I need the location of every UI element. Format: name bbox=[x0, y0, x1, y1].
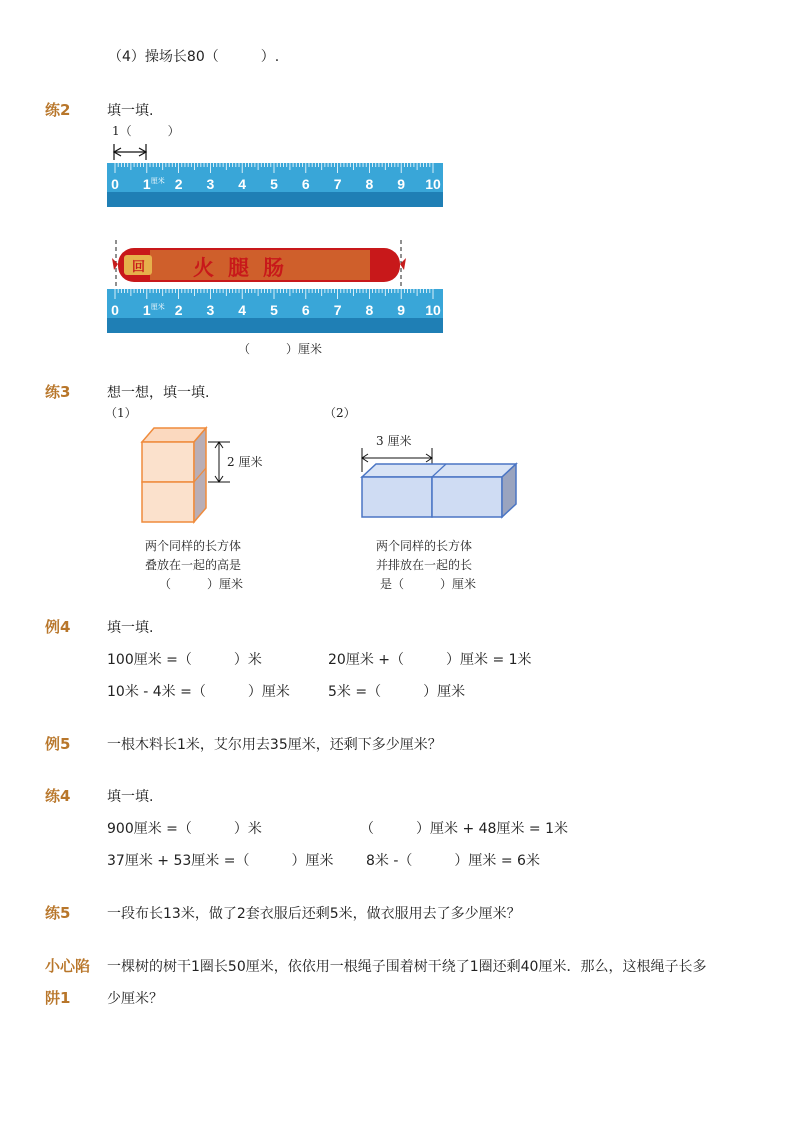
equation: （ ）厘米 + 48厘米 = 1米 bbox=[360, 821, 568, 837]
ruler-number: 9 bbox=[397, 302, 406, 318]
section-prompt: 填一填. bbox=[107, 103, 154, 119]
equation: 5米 =（ ）厘米 bbox=[328, 684, 466, 700]
ruler-unit-label: 厘米 bbox=[150, 303, 165, 311]
section-tag-lian2: 练2 bbox=[45, 101, 71, 119]
word-problem: 一根木料长1米，艾尔用去35厘米，还剩下多少厘米？ bbox=[107, 737, 442, 753]
ruler-number: 10 bbox=[425, 302, 441, 318]
box-dimension-label: 3 厘米 bbox=[376, 434, 412, 448]
section-tag-lian4: 练4 bbox=[45, 787, 71, 805]
section-prompt: 想一想，填一填. bbox=[107, 385, 210, 401]
caption-right bbox=[376, 537, 476, 594]
word-problem: 一棵树的树干1圈长50厘米，依依用一根绳子围着树干绕了1圈还剩40厘米．那么，这根绳子长多 bbox=[107, 959, 707, 975]
section-tag-trap: 阱1 bbox=[45, 989, 71, 1007]
ruler-number: 0 bbox=[111, 302, 119, 318]
ruler-number: 4 bbox=[238, 302, 247, 318]
ruler-unit-label: 厘米 bbox=[150, 177, 165, 185]
ruler-number: 5 bbox=[270, 302, 278, 318]
caption-line: 两个同样的长方体 bbox=[145, 539, 242, 553]
sausage-logo: 回 bbox=[132, 260, 146, 275]
equation: 10米 - 4米 =（ ）厘米 bbox=[107, 684, 290, 700]
ruler-number: 10 bbox=[425, 176, 441, 192]
section-tag-li4: 例4 bbox=[45, 618, 71, 636]
side-by-side-boxes-figure bbox=[358, 444, 520, 524]
ruler-edge bbox=[107, 318, 443, 333]
span-arrow-icon bbox=[110, 142, 155, 162]
ruler-number: 1 bbox=[142, 176, 151, 192]
ruler-number: 3 bbox=[206, 176, 215, 192]
ruler-number: 8 bbox=[365, 176, 374, 192]
stacked-boxes-figure bbox=[138, 424, 273, 528]
caption-line: 并排放在一起的长 bbox=[376, 558, 473, 572]
ruler-number: 9 bbox=[397, 176, 406, 192]
section-tag-li5: 例5 bbox=[45, 735, 71, 753]
caption-line: 叠放在一起的高是 bbox=[145, 558, 242, 572]
ruler-edge bbox=[107, 192, 443, 207]
ruler-number: 7 bbox=[333, 302, 342, 318]
section-tag-trap: 小心陷 bbox=[45, 957, 91, 975]
ruler bbox=[106, 162, 444, 208]
answer-blank: （ ）厘米 bbox=[238, 342, 323, 356]
ruler-number: 2 bbox=[174, 176, 183, 192]
caption-line: （ ）厘米 bbox=[159, 577, 244, 591]
caption-left bbox=[145, 537, 243, 594]
ruler-number: 5 bbox=[270, 176, 278, 192]
caption-line: 是（ ）厘米 bbox=[380, 577, 477, 591]
section-tag-lian5: 练5 bbox=[45, 904, 71, 922]
question-4-text: （4）操场长80（ ）. bbox=[108, 49, 280, 65]
part-label: （1） bbox=[105, 406, 137, 420]
sub-question-text: 1（ ） bbox=[112, 124, 180, 138]
box-dimension-label: 2 厘米 bbox=[227, 455, 263, 469]
equation: 20厘米 +（ ）厘米 = 1米 bbox=[328, 652, 532, 668]
ruler bbox=[106, 288, 444, 334]
equation: 900厘米 =（ ）米 bbox=[107, 821, 262, 837]
part-label: （2） bbox=[324, 406, 356, 420]
caption-line: 两个同样的长方体 bbox=[376, 539, 473, 553]
ruler-number: 6 bbox=[301, 302, 310, 318]
ruler-number: 1 bbox=[142, 302, 151, 318]
ruler-number: 3 bbox=[206, 302, 215, 318]
ruler-number: 0 bbox=[111, 176, 119, 192]
section-tag-lian3: 练3 bbox=[45, 383, 71, 401]
ruler-number: 2 bbox=[174, 302, 183, 318]
ruler-number: 4 bbox=[238, 176, 247, 192]
ruler-number: 7 bbox=[333, 176, 342, 192]
equation: 37厘米 + 53厘米 =（ ）厘米 bbox=[107, 853, 334, 869]
ruler-number: 8 bbox=[365, 302, 374, 318]
section-prompt: 填一填. bbox=[107, 620, 154, 636]
equation: 8米 -（ ）厘米 = 6米 bbox=[366, 853, 540, 869]
section-prompt: 填一填. bbox=[107, 789, 154, 805]
word-problem: 一段布长13米，做了2套衣服后还剩5米，做衣服用去了多少厘米？ bbox=[107, 906, 521, 922]
word-problem: 少厘米？ bbox=[107, 991, 163, 1007]
equation: 100厘米 =（ ）米 bbox=[107, 652, 262, 668]
ruler-number: 6 bbox=[301, 176, 310, 192]
sausage-brand-text: 火腿肠 bbox=[193, 256, 298, 280]
